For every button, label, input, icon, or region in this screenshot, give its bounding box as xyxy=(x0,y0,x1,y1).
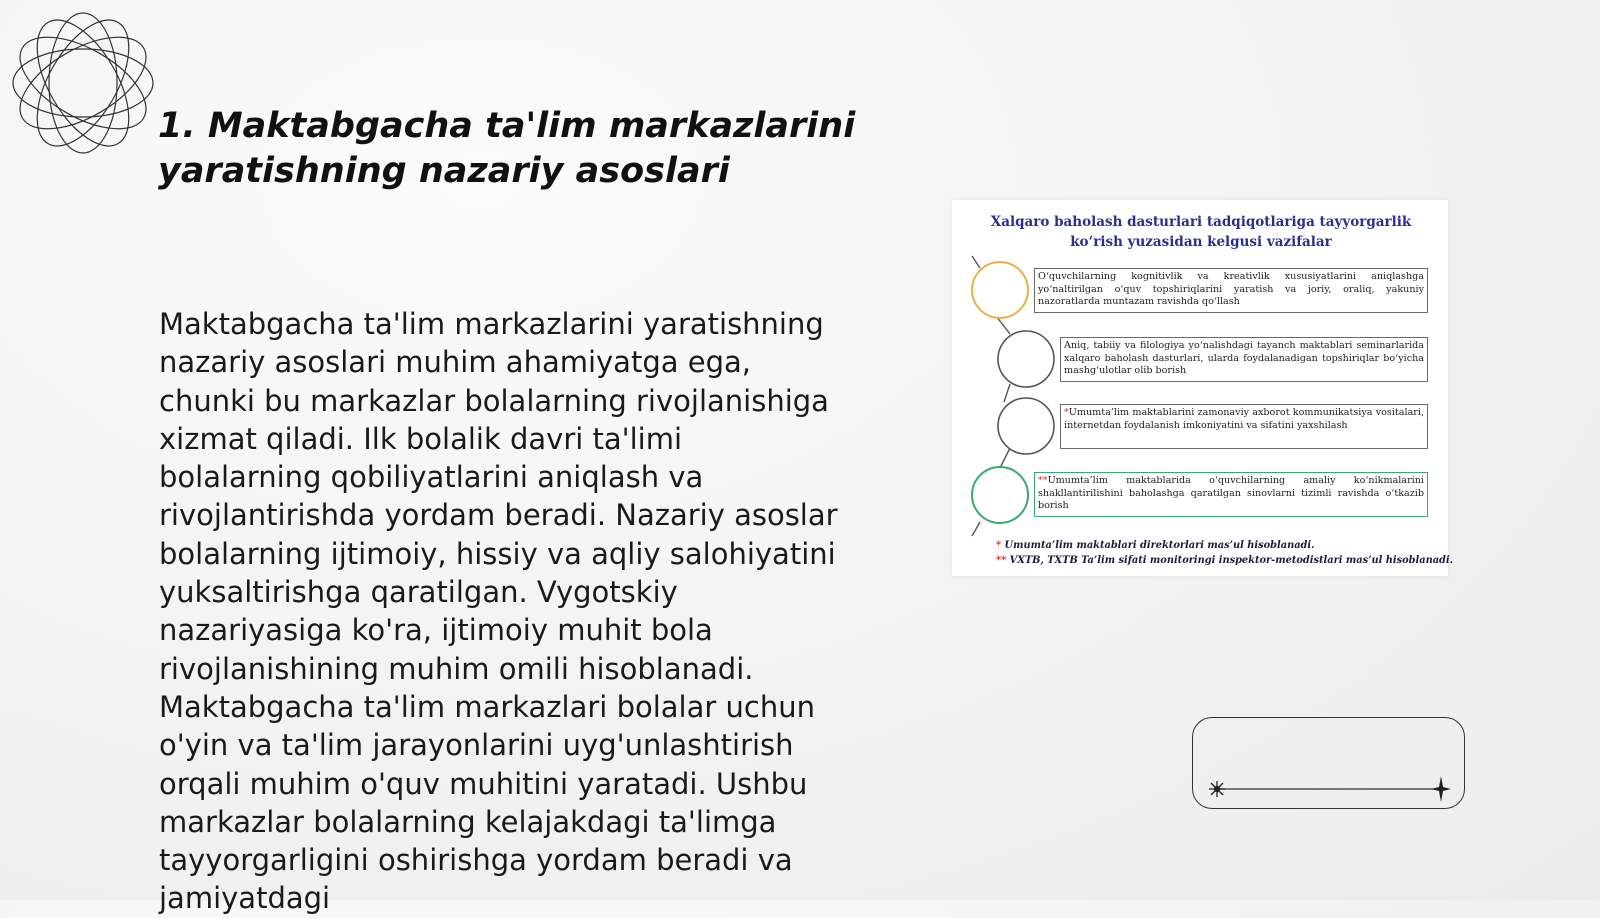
step-text: Umumta’lim maktablarini zamonaviy axborot kommunikatsiya vositalari, internetdan foydalanish imkoniyatini va sifatini yaxshilash xyxy=(1064,407,1424,431)
footnote-2 xyxy=(996,555,1453,566)
step-marker: ** xyxy=(1038,475,1048,486)
four-point-star-icon xyxy=(1431,776,1451,802)
step-text: Aniq, tabiiy va filologiya yo‘nalishdagi tayanch maktablari seminarlarida xalqaro baholash dasturlari, ularda foydalanadigan topshiriqlar bo‘yicha mashg‘ulotlar olib borish xyxy=(1064,340,1424,376)
step-text: O‘quvchilarning kognitivlik va kreativlik xususiyatlarini aniqlashga yo‘naltirilgan o‘quv topshiriqlarini yaratish va joriy, oraliq, yakuniy nazoratlarda muntazam ravishda qo‘llash xyxy=(1038,271,1424,307)
step-box-2 xyxy=(1060,337,1428,382)
step-box-1 xyxy=(1034,268,1428,313)
infographic-connector-lines xyxy=(952,200,1448,576)
step-ring-4 xyxy=(972,467,1028,523)
decorative-line-frame xyxy=(1192,717,1465,809)
step-ring-3 xyxy=(998,398,1054,454)
infographic-title: Xalqaro baholash dasturlari tadqiqotlariga tayyorgarlik ko‘rish yuzasidan kelgusi vazifalar xyxy=(990,214,1412,250)
slide-body-text: Maktabgacha ta'lim markazlarini yaratishning nazariy asoslari muhim ahamiyatga ega, chunki bu markazlar bolalarning rivojlanishiga xizmat qiladi. Ilk bolalik davri ta'limi bolalarning qobiliyatlarini aniqlash va rivojlantirishda yordam beradi. Nazariy asoslar bolalarning ijtimoiy, hissiy va aqliy salohiyatini yuksaltirishga qaratilgan. Vygotskiy nazariyasiga ko'ra, ijtimoiy muhit bola rivojlanishining muhim omili hisoblanadi. Maktabgacha ta'lim markazlari bolalar uchun o'yin va ta'lim jarayonlarini uyg'unlashtirish orqali muhim o'quv muhitini yaratadi. Ushbu markazlar bolalarning kelajakdagi ta'limga tayyorgarligini oshirishga yordam beradi va jamiyatdagi xyxy=(159,307,838,916)
footnote-text: VXTB, TXTB Ta’lim sifati monitoringi inspektor-metodistlari mas’ul hisoblanadi. xyxy=(1009,555,1454,566)
sparkle-icon xyxy=(1209,781,1225,797)
tasks-infographic xyxy=(952,200,1454,576)
step-marker: * xyxy=(1064,407,1069,418)
footnote-marker: * xyxy=(996,540,1002,551)
step-ring-2 xyxy=(998,331,1054,387)
step-text: Umumta’lim maktablarida o‘quvchilarning amaliy ko‘nikmalarini shakllantirilishini baholashga qaratilgan sinovlarni tizimli ravishda o‘tkazib borish xyxy=(1038,475,1424,511)
footnote-marker: ** xyxy=(996,555,1007,566)
step-box-3 xyxy=(1060,404,1428,449)
footnote-text: Umumta’lim maktablari direktorlari mas’ul hisoblanadi. xyxy=(1004,540,1315,551)
footnote-1 xyxy=(996,540,1315,551)
step-ring-1 xyxy=(972,262,1028,318)
step-box-4 xyxy=(1034,472,1428,517)
slide-title: 1. Maktabgacha ta'lim markazlarini yaratishning nazariy asoslari xyxy=(158,106,856,191)
orbit-rings-icon xyxy=(8,8,158,158)
